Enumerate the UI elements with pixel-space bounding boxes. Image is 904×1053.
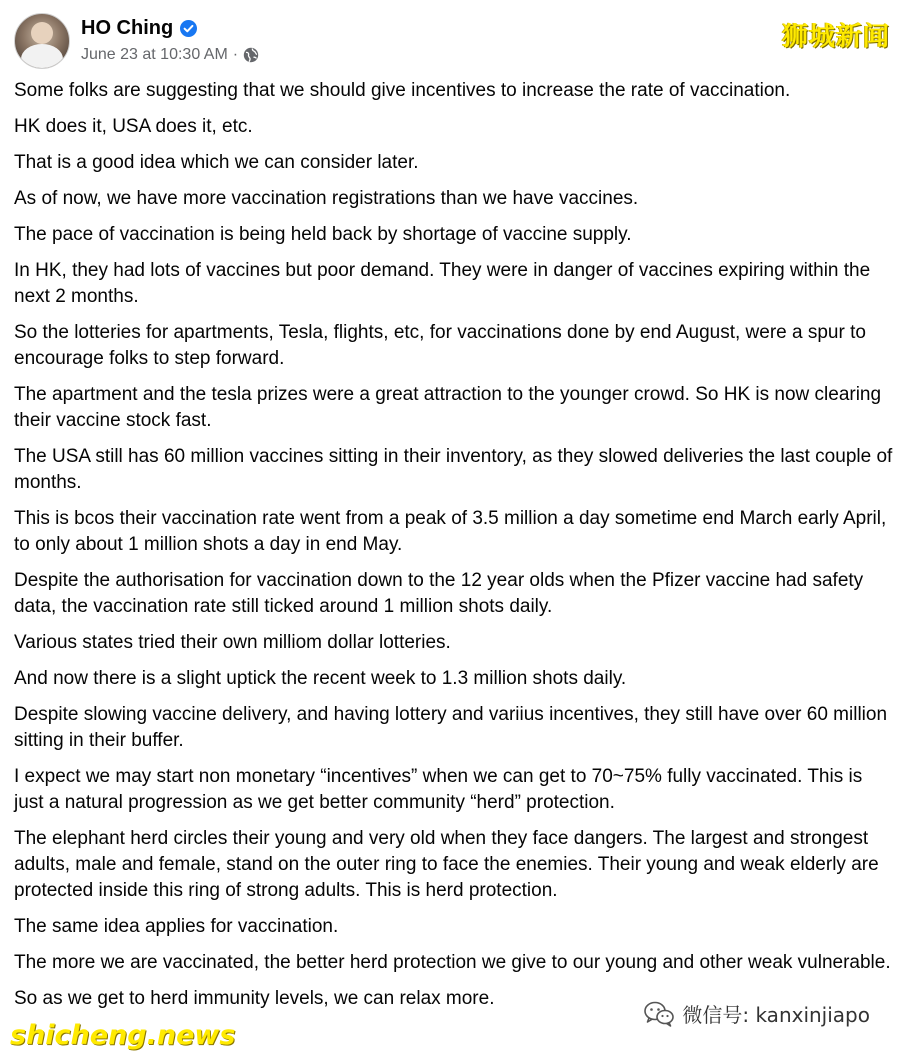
- post-paragraph: The same idea applies for vaccination.: [14, 916, 339, 937]
- wechat-watermark: [640, 997, 874, 1030]
- post-paragraph: Despite slowing vaccine delivery, and having lottery and variius incentives, they still have over 60 million sitting in their buffer.: [14, 704, 888, 751]
- post-paragraph: HK does it, USA does it, etc.: [14, 116, 253, 137]
- date-row: [81, 44, 259, 66]
- post-paragraph: In HK, they had lots of vaccines but poor demand. They were in danger of vaccines expiring within the next 2 months.: [14, 260, 871, 307]
- post-header: [14, 13, 259, 69]
- post-paragraph: The elephant herd circles their young and very old when they face dangers. The largest and strongest adults, male and female, stand on the outer ring to face the enemies. Their young and weak elderly are protected inside this ring of strong adults. This is herd protection.: [14, 828, 879, 901]
- wechat-icon: [644, 1001, 674, 1027]
- post-paragraph: And now there is a slight uptick the recent week to 1.3 million shots daily.: [14, 668, 627, 689]
- post-paragraph: So the lotteries for apartments, Tesla, flights, etc, for vaccinations done by end August, were a spur to encourage folks to step forward.: [14, 322, 866, 369]
- post-paragraph: Various states tried their own milliom dollar lotteries.: [14, 632, 451, 653]
- post-paragraph: That is a good idea which we can consider later.: [14, 152, 419, 173]
- wechat-id-text: 微信号: kanxinjiapo: [682, 1003, 870, 1027]
- avatar[interactable]: [14, 13, 70, 69]
- verified-badge-icon: [180, 20, 197, 37]
- meta-separator: ·: [232, 46, 239, 63]
- post-paragraph: Some folks are suggesting that we should give incentives to increase the rate of vaccination.: [14, 80, 791, 101]
- post-timestamp[interactable]: June 23 at 10:30 AM: [81, 46, 228, 63]
- post-meta: [81, 13, 259, 66]
- post-paragraph: As of now, we have more vaccination registrations than we have vaccines.: [14, 188, 639, 209]
- post-paragraph: The pace of vaccination is being held back by shortage of vaccine supply.: [14, 224, 632, 245]
- post-paragraph: Despite the authorisation for vaccination down to the 12 year olds when the Pfizer vaccine had safety data, the vaccination rate still ticked around 1 million shots daily.: [14, 570, 864, 617]
- post-paragraph: This is bcos their vaccination rate went from a peak of 3.5 million a day sometime end March early April, to only about 1 million shots a day in end May.: [14, 508, 887, 555]
- post-paragraph: The more we are vaccinated, the better herd protection we give to our young and other weak vulnerable.: [14, 952, 891, 973]
- post-body: [14, 78, 894, 1022]
- watermark-bottom: shicheng.news: [10, 1020, 236, 1051]
- name-row: [81, 15, 259, 41]
- watermark-top: 狮城新闻: [781, 22, 890, 52]
- author-name[interactable]: HO Ching: [81, 16, 174, 39]
- globe-icon[interactable]: [243, 47, 259, 63]
- post-paragraph: I expect we may start non monetary “incentives” when we can get to 70~75% fully vaccinated. This is just a natural progression as we get better community “herd” protection.: [14, 766, 863, 813]
- post-paragraph: The USA still has 60 million vaccines sitting in their inventory, as they slowed deliveries the last couple of months.: [14, 446, 893, 493]
- post-paragraph: So as we get to herd immunity levels, we can relax more.: [14, 988, 495, 1009]
- post-paragraph: The apartment and the tesla prizes were a great attraction to the younger crowd. So HK is now clearing their vaccine stock fast.: [14, 384, 882, 431]
